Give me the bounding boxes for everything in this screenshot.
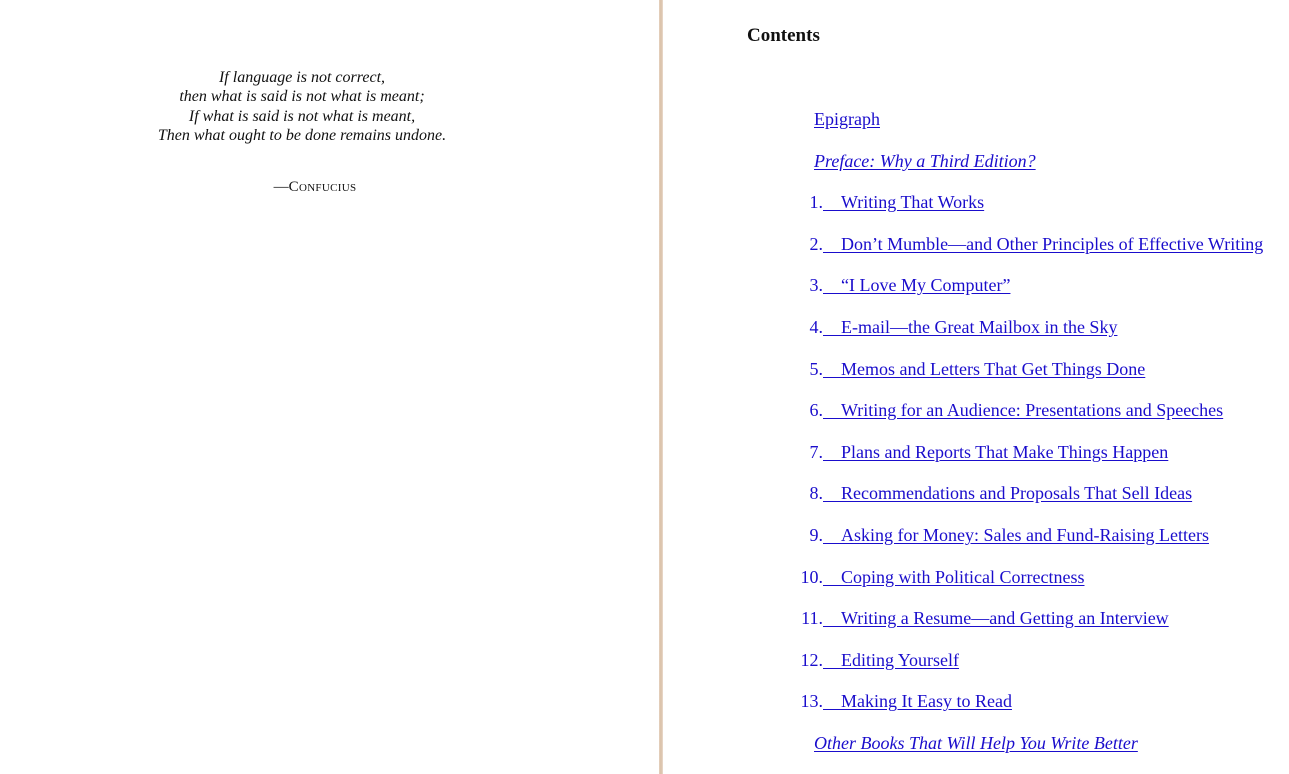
contents-link[interactable] (785, 733, 1138, 753)
contents-item-number: 10. (800, 566, 823, 587)
contents-item (785, 273, 1285, 315)
contents-item-label: Editing Yourself (841, 649, 960, 670)
contents-link[interactable] (785, 442, 1168, 462)
contents-item (785, 398, 1285, 440)
contents-link[interactable] (785, 109, 880, 129)
epigraph-block (0, 68, 604, 196)
contents-item (785, 107, 1285, 149)
contents-item (785, 606, 1285, 648)
contents-item (785, 648, 1285, 690)
epigraph-line: If what is said is not what is meant, (188, 107, 416, 125)
contents-item-label: Other Books That Will Help You Write Better (814, 732, 1138, 753)
attribution-dash: — (273, 179, 289, 196)
contents-item (785, 357, 1285, 399)
contents-link[interactable] (785, 359, 1145, 379)
contents-item-label: Recommendations and Proposals That Sell Ideas (841, 483, 1193, 504)
contents-item (785, 315, 1285, 357)
contents-item (785, 523, 1285, 565)
contents-item-label: “I Love My Computer” (841, 275, 1011, 296)
contents-item-number: 12. (800, 649, 823, 670)
contents-link[interactable] (785, 650, 959, 670)
contents-item (785, 731, 1285, 773)
contents-item-label: Writing That Works (841, 192, 985, 213)
contents-link[interactable] (785, 192, 984, 212)
contents-item-label: Coping with Political Correctness (841, 566, 1085, 587)
attribution-name: Confucius (288, 179, 357, 196)
contents-link[interactable] (785, 400, 1223, 420)
contents-item (785, 689, 1285, 731)
contents-link[interactable] (785, 483, 1192, 503)
contents-item-label: Writing a Resume—and Getting an Interview (841, 608, 1169, 629)
contents-link[interactable] (785, 608, 1169, 628)
contents-link[interactable] (785, 317, 1117, 337)
contents-item (785, 565, 1285, 607)
contents-item-label: Plans and Reports That Make Things Happen (841, 441, 1169, 462)
contents-item (785, 440, 1285, 482)
contents-item (785, 149, 1285, 191)
contents-link[interactable] (785, 525, 1209, 545)
contents-item-number: 9. (809, 524, 823, 545)
contents-item-label: Preface: Why a Third Edition? (814, 150, 1036, 171)
contents-item-number: 3. (809, 275, 823, 296)
contents-link[interactable] (785, 275, 1010, 295)
contents-item-label: Memos and Letters That Get Things Done (841, 358, 1146, 379)
contents-item-label: Don’t Mumble—and Other Principles of Effective Writing (841, 233, 1264, 254)
epigraph-line: then what is said is not what is meant; (179, 88, 425, 106)
contents-item (785, 190, 1285, 232)
contents-item-label: E-mail—the Great Mailbox in the Sky (841, 316, 1118, 337)
contents-item-label: Writing for an Audience: Presentations and Speeches (841, 400, 1224, 421)
epigraph-line: Then what ought to be done remains undone. (157, 126, 447, 144)
contents-item (785, 481, 1285, 523)
contents-item-label: Making It Easy to Read (841, 691, 1012, 712)
contents-item-number: 6. (809, 400, 823, 421)
contents-item-number: 5. (809, 358, 823, 379)
contents-link[interactable] (785, 567, 1084, 587)
contents-item-label: Epigraph (814, 109, 880, 129)
epigraph-attribution (26, 179, 604, 196)
contents-item-number: 4. (809, 316, 823, 337)
contents-page (663, 0, 1289, 774)
contents-item-number: 2. (809, 233, 823, 254)
contents-title: Contents (747, 25, 820, 46)
contents-item-number: 8. (809, 483, 823, 504)
contents-link[interactable] (785, 151, 1036, 171)
contents-item-number: 11. (801, 608, 823, 629)
contents-item-number: 1. (809, 192, 823, 213)
contents-list (785, 107, 1285, 773)
contents-item-number: 13. (800, 691, 823, 712)
contents-item (785, 232, 1285, 274)
contents-item-label: Asking for Money: Sales and Fund-Raising Letters (841, 524, 1209, 545)
contents-link[interactable] (785, 234, 1263, 254)
epigraph-line: If language is not correct, (218, 69, 386, 86)
contents-link[interactable] (785, 691, 1012, 711)
contents-item-number: 7. (809, 441, 823, 462)
